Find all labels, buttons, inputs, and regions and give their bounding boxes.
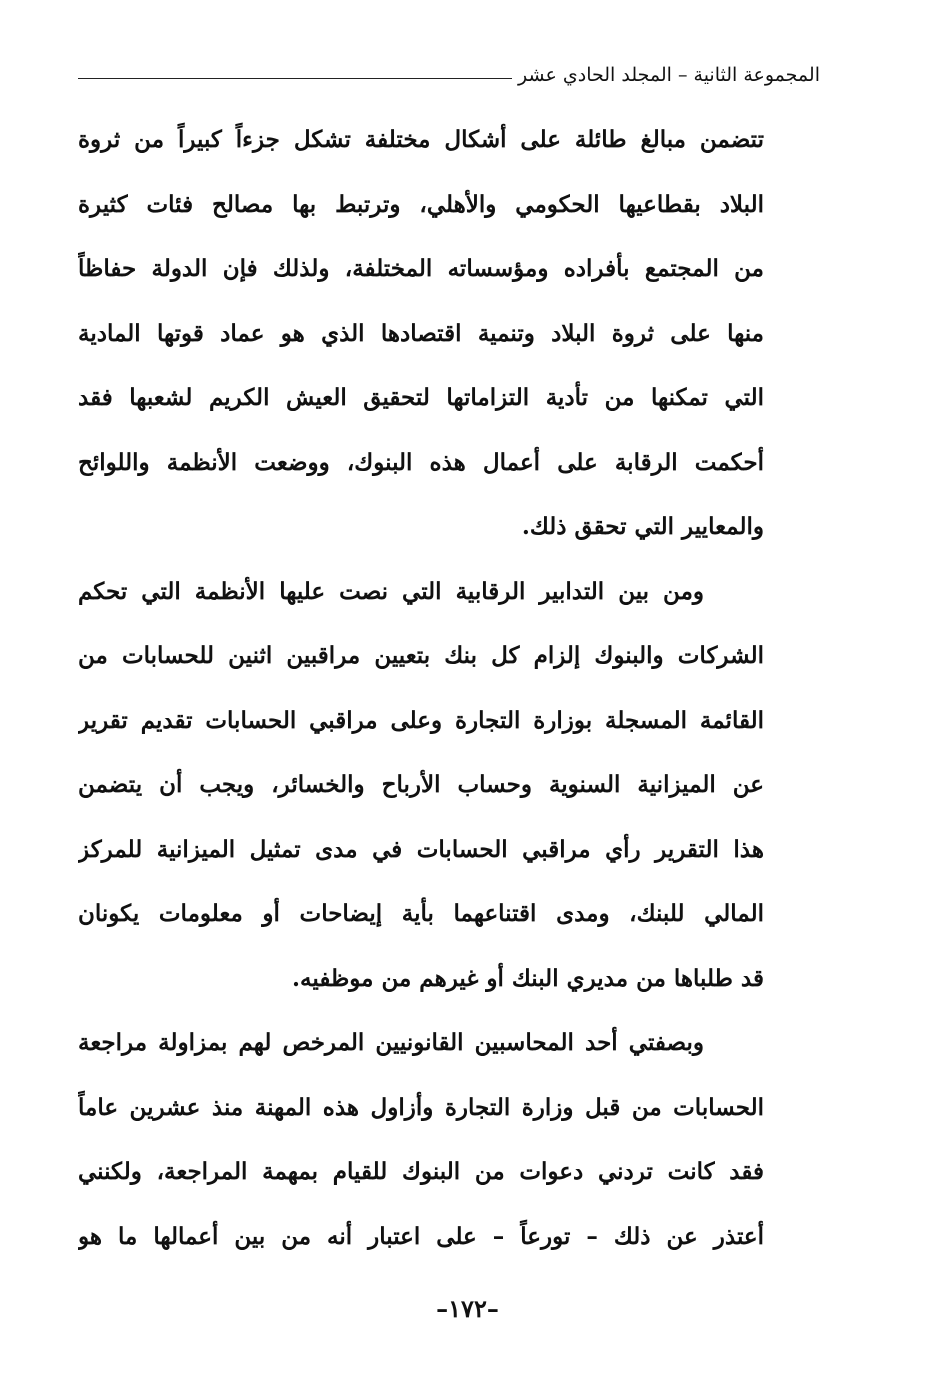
paragraph-2 [78,560,764,1012]
paragraph-1 [78,108,764,560]
text-line: التي تمكنها من تأدية التزاماتها لتحقيق العيش الكريم لشعبها فقد [78,384,764,411]
body-text [78,108,764,1269]
text-line: أعتذر عن ذلك – تورعاً – على اعتبار أنه من بين أعمالها ما هو [78,1222,764,1250]
text-line: من المجتمع بأفراده ومؤسساته المختلفة، ولذلك فإن الدولة حفاظاً [78,255,764,282]
text-line: ومن بين التدابير الرقابية التي نصت عليها الأنظمة التي تحكم [78,577,704,605]
text-line: قد طلباها من مديري البنك أو غيرهم من موظفيه. [292,964,764,992]
paragraph-3 [78,1011,764,1269]
text-line: وبصفتي أحد المحاسبين القانونيين المرخص لهم بمزاولة مراجعة [78,1029,704,1056]
text-line: أحكمت الرقابة على أعمال هذه البنوك، ووضعت الأنظمة واللوائح [78,448,764,476]
text-line: المالي للبنك، ومدى اقتناعهما بأية إيضاحات أو معلومات يكونان [78,900,764,927]
running-header [78,58,820,98]
text-line: منها على ثروة البلاد وتنمية اقتصادها الذي هو عماد قوتها المادية [78,319,764,347]
page-number: –١٧٢– [436,1294,499,1323]
text-line: الحسابات من قبل وزارة التجارة وأزاول هذه المهنة منذ عشرين عاماً [78,1093,764,1121]
text-line: تتضمن مبالغ طائلة على أشكال مختلفة تشكل جزءاً كبيراً من ثروة [78,126,764,153]
text-line: والمعايير التي تحقق ذلك. [521,513,764,540]
text-line: هذا التقرير رأي مراقبي الحسابات في مدى تمثيل الميزانية للمركز [78,835,764,863]
text-line: عن الميزانية السنوية وحساب الأرباح والخسائر، ويجب أن يتضمن [78,771,764,798]
text-line: القائمة المسجلة بوزارة التجارة وعلى مراقبي الحسابات تقديم تقرير [78,706,764,734]
text-line: فقد كانت تردني دعوات من البنوك للقيام بمهمة المراجعة، ولكنني [78,1158,764,1185]
text-line: الشركات والبنوك إلزام كل بنك بتعيين مراقبين اثنين للحسابات من [78,642,764,669]
running-title: المجموعة الثانية – المجلد الحادي عشر [512,62,820,88]
text-line: البلاد بقطاعيها الحكومي والأهلي، وترتبط بها مصالح فئات كثيرة [78,190,764,218]
